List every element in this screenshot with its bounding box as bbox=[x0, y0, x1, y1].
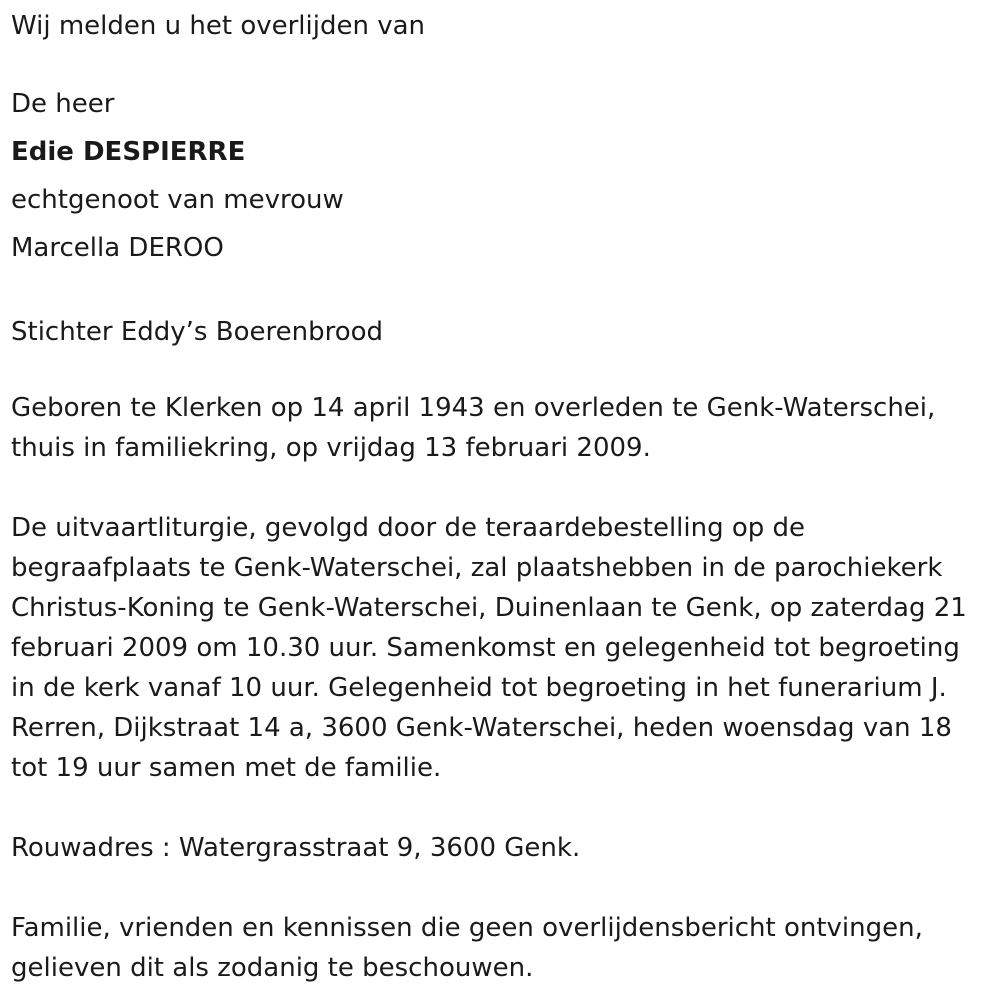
closing-line-2: gelieven dit als zodanig te beschouwen. bbox=[11, 953, 534, 983]
funeral-line-4: februari 2009 om 10.30 uur. Samenkomst en gelegenheid tot begroeting bbox=[11, 633, 960, 663]
spouse-name: Marcella DEROO bbox=[11, 233, 224, 263]
funeral-line-3: Christus-Koning te Genk-Waterschei, Duinenlaan te Genk, op zaterdag 21 bbox=[11, 593, 967, 623]
spouse-label: echtgenoot van mevrouw bbox=[11, 185, 344, 215]
birth-line-1: Geboren te Klerken op 14 april 1943 en overleden te Genk-Waterschei, bbox=[11, 393, 936, 423]
funeral-line-5: in de kerk vanaf 10 uur. Gelegenheid tot begroeting in het funerarium J. bbox=[11, 673, 947, 703]
funeral-line-7: tot 19 uur samen met de familie. bbox=[11, 753, 442, 783]
deceased-name: Edie DESPIERRE bbox=[11, 137, 246, 167]
funeral-line-1: De uitvaartliturgie, gevolgd door de teraardebestelling op de bbox=[11, 513, 806, 543]
funeral-line-6: Rerren, Dijkstraat 14 a, 3600 Genk-Waterschei, heden woensdag van 18 bbox=[11, 713, 952, 743]
role-text: Stichter Eddy’s Boerenbrood bbox=[11, 317, 384, 347]
address-text: Rouwadres : Watergrasstraat 9, 3600 Genk. bbox=[11, 833, 581, 863]
funeral-line-2: begraafplaats te Genk-Waterschei, zal plaatshebben in de parochiekerk bbox=[11, 553, 943, 583]
death-notice bbox=[11, 0, 996, 988]
birth-line-2: thuis in familiekring, op vrijdag 13 februari 2009. bbox=[11, 433, 651, 463]
closing-line-1: Familie, vrienden en kennissen die geen overlijdensbericht ontvingen, bbox=[11, 913, 923, 943]
intro-text: Wij melden u het overlijden van bbox=[11, 11, 426, 41]
title-text: De heer bbox=[11, 89, 115, 119]
